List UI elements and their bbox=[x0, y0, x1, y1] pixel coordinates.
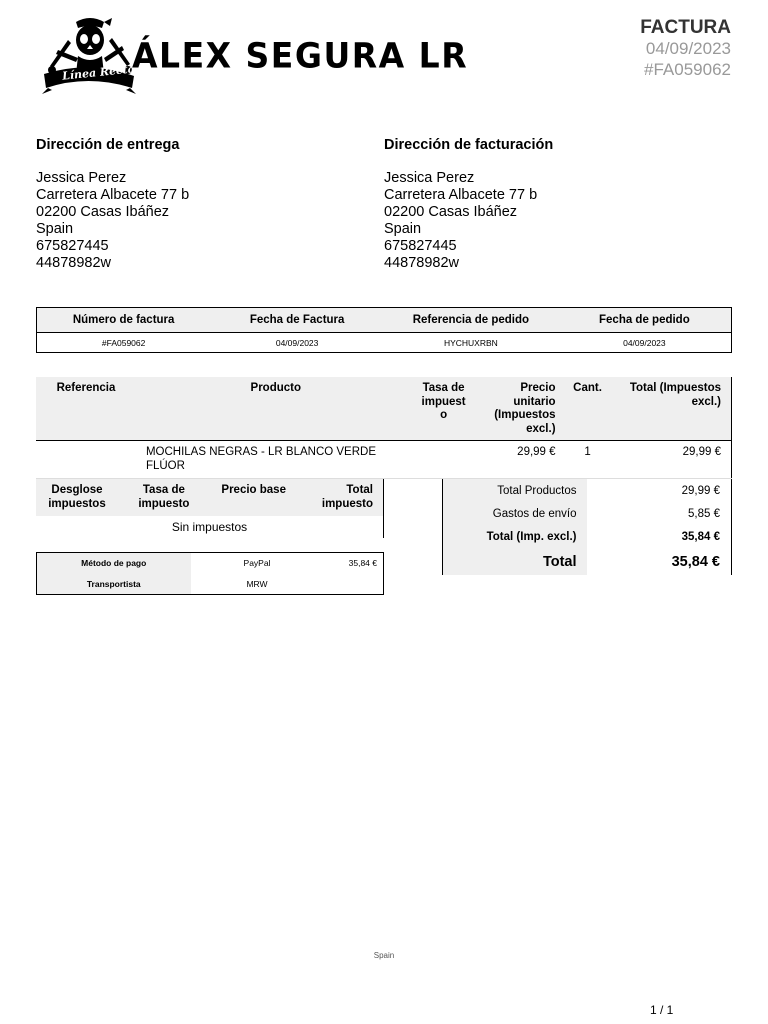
invoice-info-table bbox=[36, 307, 732, 353]
logo-script-text: Línea Recta bbox=[61, 62, 136, 83]
header-reference: Referencia bbox=[36, 377, 136, 441]
header-tax-rate: Tasa de impuest o bbox=[416, 377, 472, 441]
shipping-row bbox=[443, 502, 732, 525]
invoice-name: Jessica Perez bbox=[384, 170, 475, 186]
total-products-row bbox=[443, 479, 732, 502]
delivery-country: Spain bbox=[36, 221, 74, 237]
total-excl-label: Total (Imp. excl.) bbox=[443, 525, 587, 548]
row-product: MOCHILAS NEGRAS - LR BLANCO VERDE FLÚOR bbox=[136, 441, 416, 479]
header-invoice-date: Fecha de Factura bbox=[210, 308, 384, 333]
shipping-label: Gastos de envío bbox=[443, 502, 587, 525]
totals-table bbox=[442, 479, 732, 575]
invoice-address-title: Dirección de facturación bbox=[384, 137, 554, 153]
products-header-row bbox=[36, 377, 732, 441]
header-qty: Cant. bbox=[566, 377, 610, 441]
delivery-id: 44878982w bbox=[36, 255, 111, 271]
table-row bbox=[36, 441, 732, 479]
page-number: 1 / 1 bbox=[650, 1003, 674, 1017]
carrier-row bbox=[37, 574, 384, 595]
carrier-amount bbox=[324, 574, 384, 595]
header-base-price: Precio base bbox=[210, 479, 298, 516]
carrier-label: Transportista bbox=[37, 574, 191, 595]
skull-emblem-icon bbox=[38, 16, 138, 94]
row-total: 29,99 € bbox=[610, 441, 732, 479]
order-date-value: 04/09/2023 bbox=[558, 333, 732, 353]
document-number: #FA059062 bbox=[644, 60, 731, 79]
header-total-tax: Total impuesto bbox=[298, 479, 384, 516]
no-tax-text: Sin impuestos bbox=[171, 520, 248, 534]
document-title: FACTURA bbox=[640, 17, 731, 38]
header-order-date: Fecha de pedido bbox=[558, 308, 732, 333]
footer-country: Spain bbox=[373, 951, 395, 960]
total-excl-value: 35,84 € bbox=[681, 530, 720, 543]
total-excl-row bbox=[443, 525, 732, 548]
document-header bbox=[640, 17, 731, 80]
invoice-street: Carretera Albacete 77 b bbox=[384, 187, 538, 203]
invoice-id: 44878982w bbox=[384, 255, 459, 271]
carrier-value: MRW bbox=[246, 578, 268, 589]
delivery-city: 02200 Casas Ibáñez bbox=[36, 204, 170, 220]
row-qty: 1 bbox=[566, 441, 610, 479]
payment-method-label: Método de pago bbox=[37, 553, 191, 574]
row-tax-rate bbox=[416, 441, 472, 479]
header-tax-rate-2: Tasa de impuesto bbox=[118, 479, 210, 516]
delivery-address-title: Dirección de entrega bbox=[36, 137, 180, 153]
tax-breakdown-table bbox=[36, 479, 384, 538]
header-unit-price: Precio unitario (Impuestos excl.) bbox=[472, 377, 566, 441]
header-tax-breakdown: Desglose impuestos bbox=[36, 479, 118, 516]
grand-total-label: Total bbox=[443, 548, 587, 575]
grand-total-row bbox=[443, 548, 732, 575]
logo-wordmark: ÁLEX SEGURA LR bbox=[132, 35, 469, 76]
header-product: Producto bbox=[136, 377, 416, 441]
delivery-street: Carretera Albacete 77 b bbox=[36, 187, 190, 203]
invoice-country: Spain bbox=[384, 221, 422, 237]
tax-empty-row bbox=[36, 516, 384, 538]
tax-header-row bbox=[36, 479, 384, 516]
grand-total-value: 35,84 € bbox=[671, 553, 720, 570]
invoice-phone: 675827445 bbox=[384, 238, 457, 254]
payment-method-row bbox=[37, 553, 384, 574]
invoice-info-value-row bbox=[37, 333, 732, 353]
delivery-phone: 675827445 bbox=[36, 238, 109, 254]
header-total: Total (Impuestos excl.) bbox=[610, 377, 732, 441]
company-logo bbox=[38, 16, 469, 94]
invoice-info-header-row bbox=[37, 308, 732, 333]
total-products-value: 29,99 € bbox=[681, 484, 720, 497]
invoice-number-value: #FA059062 bbox=[37, 333, 211, 353]
shipping-value: 5,85 € bbox=[688, 507, 720, 520]
document-date: 04/09/2023 bbox=[645, 39, 731, 58]
total-products-label: Total Productos bbox=[443, 479, 587, 502]
products-table bbox=[36, 377, 732, 479]
invoice-date-value: 04/09/2023 bbox=[210, 333, 384, 353]
delivery-name: Jessica Perez bbox=[36, 170, 127, 186]
header-order-reference: Referencia de pedido bbox=[384, 308, 558, 333]
row-reference bbox=[36, 441, 136, 479]
delivery-address bbox=[36, 137, 356, 272]
order-reference-value: HYCHUXRBN bbox=[384, 333, 558, 353]
invoice-city: 02200 Casas Ibáñez bbox=[384, 204, 518, 220]
payment-method-value: PayPal bbox=[243, 558, 271, 569]
invoice-address bbox=[384, 137, 704, 272]
header-invoice-number: Número de factura bbox=[37, 308, 211, 333]
row-unit-price: 29,99 € bbox=[472, 441, 566, 479]
payment-table bbox=[36, 552, 384, 595]
payment-method-amount: 35,84 € bbox=[348, 558, 377, 569]
